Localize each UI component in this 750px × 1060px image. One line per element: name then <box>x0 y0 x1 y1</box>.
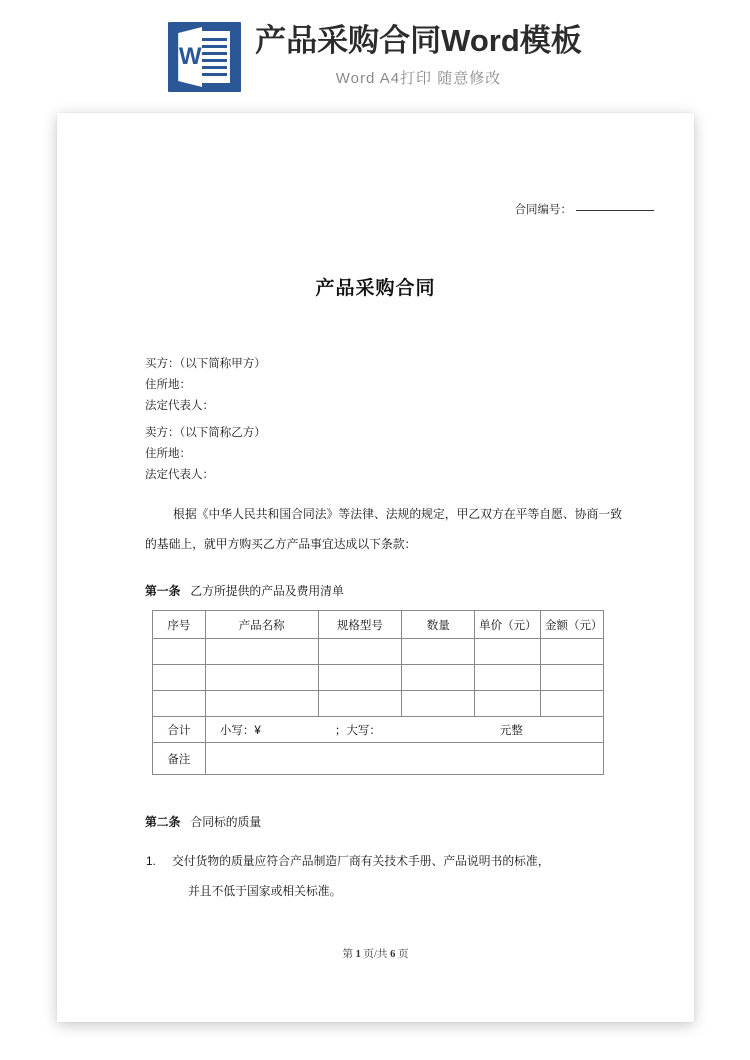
word-icon-page <box>199 31 230 83</box>
footer-suffix: 页 <box>397 949 409 960</box>
clause-2-title: 合同标的质量 <box>190 815 262 829</box>
clause-2-heading <box>145 813 261 830</box>
cell-product-name[interactable] <box>205 639 318 665</box>
cell-unit-price[interactable] <box>475 665 541 691</box>
total-value-cell[interactable] <box>205 717 603 743</box>
clause-2-number: 第二条 <box>145 815 181 829</box>
clause-1-title: 乙方所提供的产品及费用清单 <box>190 584 344 598</box>
cell-product-name[interactable] <box>205 665 318 691</box>
cell-index[interactable] <box>153 665 206 691</box>
total-lower-label: 小写：¥ <box>219 724 261 737</box>
contract-number-label: 合同编号： <box>514 204 572 216</box>
cell-product-name[interactable] <box>205 691 318 717</box>
footer-middle: 页/共 <box>363 949 388 960</box>
footer-current-page: 1 <box>355 949 361 960</box>
clause-1-heading <box>145 582 344 599</box>
clause-2-item-1-line2: 并且不低于国家或相关标准。 <box>188 884 342 898</box>
contract-number-line <box>515 201 655 217</box>
seller-address-line: 住所地： <box>145 448 191 460</box>
cell-quantity[interactable] <box>402 639 475 665</box>
table-header-row <box>153 611 604 639</box>
clause-2-item-1-line1: 交付货物的质量应符合产品制造厂商有关技术手册、产品说明书的标准， <box>172 854 550 868</box>
remark-label: 备注 <box>153 743 206 775</box>
product-items-table <box>152 610 604 775</box>
footer-total-pages: 6 <box>390 949 396 960</box>
cell-unit-price[interactable] <box>475 639 541 665</box>
contract-number-blank <box>576 210 654 211</box>
preamble-paragraph <box>145 499 622 559</box>
clause-1-number: 第一条 <box>145 584 181 598</box>
table-header-product-name: 产品名称 <box>205 611 318 639</box>
word-document-icon <box>168 22 241 92</box>
total-upper-label: ；大写： <box>334 724 381 737</box>
page-footer <box>57 946 694 961</box>
table-header-quantity: 数量 <box>402 611 475 639</box>
cell-amount[interactable] <box>541 691 604 717</box>
word-icon-letter: W <box>178 43 202 70</box>
cell-spec-model[interactable] <box>318 691 402 717</box>
promo-banner <box>0 0 750 113</box>
cell-quantity[interactable] <box>402 665 475 691</box>
buyer-address-line: 住所地： <box>145 379 191 391</box>
buyer-info-block <box>145 354 266 417</box>
table-remark-row <box>153 743 604 775</box>
table-header-index: 序号 <box>153 611 206 639</box>
table-row[interactable] <box>153 639 604 665</box>
promo-title: 产品采购合同Word模板 <box>255 23 582 58</box>
seller-legal-rep-line: 法定代表人： <box>145 469 214 481</box>
table-row[interactable] <box>153 665 604 691</box>
page-title: 产品采购合同 <box>315 278 436 299</box>
promo-subtitle: Word A4打印 随意修改 <box>335 69 502 87</box>
table-header-amount: 金额（元） <box>541 611 604 639</box>
cell-index[interactable] <box>153 639 206 665</box>
table-header-unit-price: 单价（元） <box>475 611 541 639</box>
cell-amount[interactable] <box>541 639 604 665</box>
table-row[interactable] <box>153 691 604 717</box>
table-total-row <box>153 717 604 743</box>
table-header-spec-model: 规格型号 <box>318 611 402 639</box>
seller-info-block <box>145 423 266 486</box>
document-body <box>57 113 694 1022</box>
cell-spec-model[interactable] <box>318 665 402 691</box>
cell-quantity[interactable] <box>402 691 475 717</box>
promo-banner-inner <box>168 22 582 92</box>
buyer-legal-rep-line: 法定代表人： <box>145 400 214 412</box>
cell-amount[interactable] <box>541 665 604 691</box>
total-unit-label: 元整 <box>499 724 523 737</box>
remark-value-cell[interactable] <box>205 743 603 775</box>
document-page <box>57 113 694 1022</box>
total-label: 合计 <box>153 717 206 743</box>
cell-spec-model[interactable] <box>318 639 402 665</box>
cell-index[interactable] <box>153 691 206 717</box>
cell-unit-price[interactable] <box>475 691 541 717</box>
buyer-name-line: 买方：（以下简称甲方） <box>145 358 266 370</box>
preamble-text: 根据《中华人民共和国合同法》等法律、法规的规定，甲乙双方在平等自愿、协商一致的基础上，就甲方购买乙方产品事宜达成以下条款： <box>145 507 622 551</box>
promo-text-group <box>255 22 582 88</box>
footer-prefix: 第 <box>342 949 354 960</box>
clause-2-item-1-number: 1. <box>146 854 156 868</box>
seller-name-line: 卖方：（以下简称乙方） <box>145 427 266 439</box>
clause-2-item-1 <box>146 846 636 906</box>
